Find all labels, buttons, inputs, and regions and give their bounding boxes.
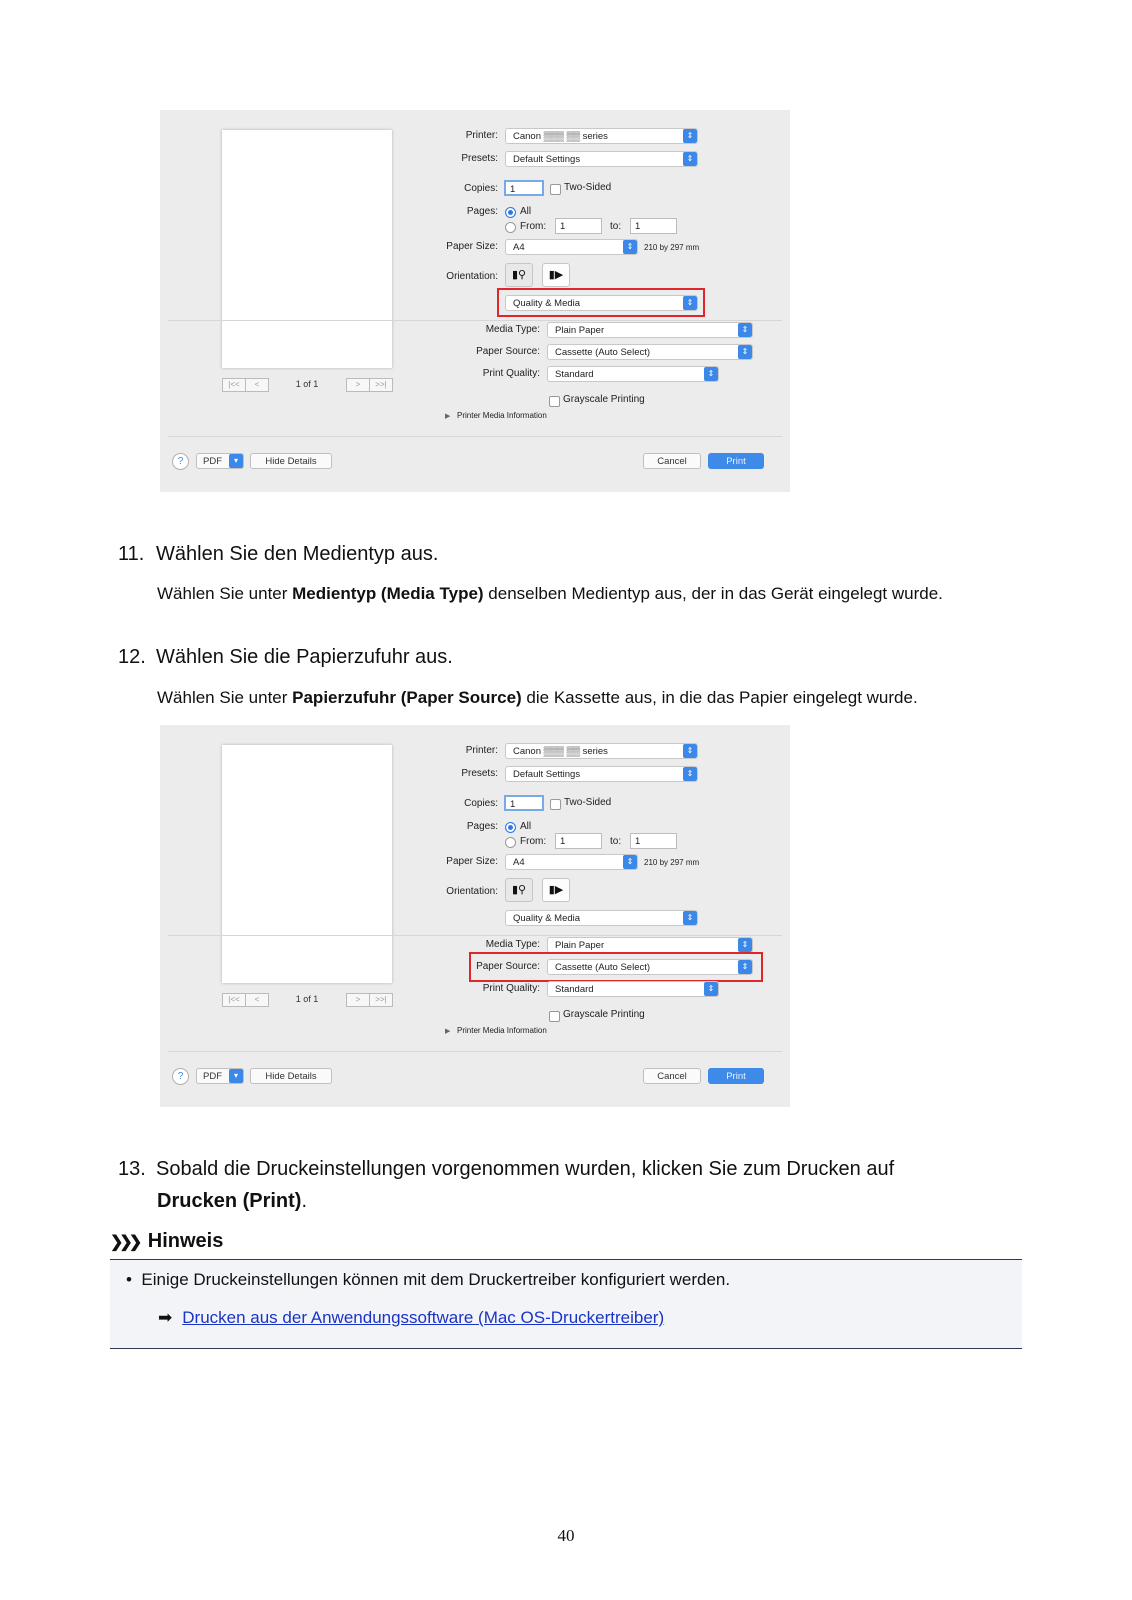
cancel-button[interactable]: Cancel — [643, 453, 701, 469]
chevron-updown-icon: ⇕ — [623, 855, 637, 869]
portrait-icon[interactable]: ▮⚲ — [505, 263, 533, 287]
page-preview — [222, 745, 392, 983]
prev-page-button[interactable]: < — [245, 378, 269, 392]
paper-source-select[interactable]: Cassette (Auto Select) ⇕ — [547, 959, 753, 975]
panel-select[interactable]: Quality & Media ⇕ — [505, 910, 698, 926]
paper-size-dimensions: 210 by 297 mm — [644, 243, 700, 252]
divider — [168, 320, 782, 321]
chevron-updown-icon: ⇕ — [683, 767, 697, 781]
presets-select[interactable]: Default Settings ⇕ — [505, 151, 698, 167]
grayscale-checkbox[interactable] — [549, 1011, 560, 1022]
printer-select[interactable]: Canon ▒▒▒ ▒▒ series ⇕ — [505, 743, 698, 759]
presets-label: Presets: — [461, 768, 498, 779]
print-button[interactable]: Print — [708, 1068, 764, 1084]
divider — [168, 935, 782, 936]
media-type-label: Media Type: — [485, 939, 540, 950]
media-info-label[interactable]: Printer Media Information — [457, 411, 547, 420]
next-page-button[interactable]: > — [346, 993, 370, 1007]
copies-label: Copies: — [464, 183, 498, 194]
presets-select[interactable]: Default Settings ⇕ — [505, 766, 698, 782]
highlight-paper-source — [469, 952, 763, 982]
paper-size-label: Paper Size: — [446, 856, 498, 867]
chevron-down-icon: ▾ — [229, 1069, 243, 1083]
highlight-panel-select — [497, 288, 705, 317]
step-12-heading: 12. Wählen Sie die Papierzufuhr aus. — [118, 646, 453, 668]
media-info-label[interactable]: Printer Media Information — [457, 1026, 547, 1035]
printer-label: Printer: — [465, 745, 498, 756]
triple-chevron-icon: ❯❯❯ — [110, 1234, 139, 1251]
hide-details-button[interactable]: Hide Details — [250, 1068, 332, 1084]
pages-all-label: All — [520, 206, 532, 217]
pages-all-radio[interactable] — [505, 207, 516, 218]
step-11-description: Wählen Sie unter Medientyp (Media Type) denselben Medientyp aus, der in das Gerät eingelegt wurde. — [157, 584, 943, 603]
page-count: 1 of 1 — [295, 379, 319, 389]
pdf-button[interactable]: PDF ▾ — [196, 1068, 244, 1084]
driver-link[interactable]: Drucken aus der Anwendungssoftware (Mac OS-Druckertreiber) — [182, 1308, 665, 1327]
copies-input[interactable]: 1 — [504, 795, 544, 811]
note-link-row — [158, 1308, 664, 1328]
two-sided-label: Two-Sided — [564, 182, 612, 193]
pages-from-label: From: — [520, 221, 547, 232]
panel-select[interactable]: Quality & Media ⇕ — [505, 295, 698, 311]
pages-from-radio[interactable] — [505, 222, 516, 233]
chevron-updown-icon: ⇕ — [738, 938, 752, 952]
to-input[interactable]: 1 — [630, 218, 677, 234]
chevron-down-icon: ▾ — [229, 454, 243, 468]
from-input[interactable]: 1 — [555, 833, 602, 849]
print-quality-label: Print Quality: — [482, 983, 540, 994]
grayscale-checkbox[interactable] — [549, 396, 560, 407]
media-type-select[interactable]: Plain Paper ⇕ — [547, 937, 753, 953]
preview-pager — [222, 993, 392, 1007]
step-12-description: Wählen Sie unter Papierzufuhr (Paper Source) die Kassette aus, in die das Papier eingelegt wurde. — [157, 688, 918, 707]
print-quality-label: Print Quality: — [482, 368, 540, 379]
paper-size-select[interactable]: A4 ⇕ — [505, 854, 638, 870]
divider — [168, 436, 782, 437]
chevron-updown-icon: ⇕ — [683, 129, 697, 143]
to-label: to: — [610, 836, 622, 847]
copies-input[interactable]: 1 — [504, 180, 544, 196]
first-page-button[interactable]: |<< — [222, 993, 246, 1007]
print-quality-select[interactable]: Standard ⇕ — [547, 366, 719, 382]
pages-label: Pages: — [466, 206, 498, 217]
two-sided-checkbox[interactable] — [550, 184, 561, 195]
presets-label: Presets: — [461, 153, 498, 164]
orientation-label: Orientation: — [446, 886, 498, 897]
chevron-updown-icon: ⇕ — [683, 152, 697, 166]
divider — [168, 1051, 782, 1052]
chevron-updown-icon: ⇕ — [683, 296, 697, 310]
to-label: to: — [610, 221, 622, 232]
grayscale-label: Grayscale Printing — [563, 1009, 645, 1020]
prev-page-button[interactable]: < — [245, 993, 269, 1007]
from-input[interactable]: 1 — [555, 218, 602, 234]
paper-source-label: Paper Source: — [476, 346, 540, 357]
landscape-icon[interactable]: ▮▶ — [542, 878, 570, 902]
pages-from-label: From: — [520, 836, 547, 847]
print-dialog-screenshot-2 — [160, 725, 790, 1107]
help-icon[interactable]: ? — [172, 453, 189, 470]
chevron-updown-icon: ⇕ — [704, 367, 718, 381]
chevron-updown-icon: ⇕ — [683, 911, 697, 925]
chevron-updown-icon: ⇕ — [683, 744, 697, 758]
two-sided-checkbox[interactable] — [550, 799, 561, 810]
print-dialog-screenshot-1 — [160, 110, 790, 492]
cancel-button[interactable]: Cancel — [643, 1068, 701, 1084]
grayscale-label: Grayscale Printing — [563, 394, 645, 405]
printer-select[interactable]: Canon ▒▒▒ ▒▒ series ⇕ — [505, 128, 698, 144]
pages-from-radio[interactable] — [505, 837, 516, 848]
chevron-updown-icon: ⇕ — [623, 240, 637, 254]
hide-details-button[interactable]: Hide Details — [250, 453, 332, 469]
disclosure-triangle-icon[interactable]: ▶ — [445, 413, 451, 420]
page-number: 40 — [557, 1526, 575, 1545]
chevron-updown-icon: ⇕ — [738, 960, 752, 974]
to-input[interactable]: 1 — [630, 833, 677, 849]
paper-source-select[interactable]: Cassette (Auto Select) ⇕ — [547, 344, 753, 360]
paper-source-label: Paper Source: — [476, 961, 540, 972]
last-page-button[interactable]: >>| — [369, 378, 393, 392]
next-page-button[interactable]: > — [346, 378, 370, 392]
paper-size-select[interactable]: A4 ⇕ — [505, 239, 638, 255]
step-13-heading: 13. Sobald die Druckeinstellungen vorgenommen wurden, klicken Sie zum Drucken auf — [118, 1158, 895, 1180]
pages-label: Pages: — [466, 821, 498, 832]
print-quality-select[interactable]: Standard ⇕ — [547, 981, 719, 997]
portrait-icon[interactable]: ▮⚲ — [505, 878, 533, 902]
page-count: 1 of 1 — [295, 994, 319, 1004]
note-box — [110, 1259, 1022, 1349]
step-13-heading-cont: Drucken (Print). — [157, 1190, 308, 1212]
help-icon[interactable]: ? — [172, 1068, 189, 1085]
media-type-select[interactable]: Plain Paper ⇕ — [547, 322, 753, 338]
chevron-updown-icon: ⇕ — [738, 345, 752, 359]
page-preview — [222, 130, 392, 368]
print-button[interactable]: Print — [708, 453, 764, 469]
paper-size-dimensions: 210 by 297 mm — [644, 858, 700, 867]
last-page-button[interactable]: >>| — [369, 993, 393, 1007]
printer-label: Printer: — [465, 130, 498, 141]
disclosure-triangle-icon[interactable]: ▶ — [445, 1028, 451, 1035]
paper-size-label: Paper Size: — [446, 241, 498, 252]
preview-pager — [222, 378, 392, 392]
landscape-icon[interactable]: ▮▶ — [542, 263, 570, 287]
chevron-updown-icon: ⇕ — [704, 982, 718, 996]
orientation-label: Orientation: — [446, 271, 498, 282]
arrow-right-icon: ➡ — [158, 1308, 173, 1327]
media-type-label: Media Type: — [485, 324, 540, 335]
step-11-heading: 11. Wählen Sie den Medientyp aus. — [118, 543, 439, 565]
two-sided-label: Two-Sided — [564, 797, 612, 808]
copies-label: Copies: — [464, 798, 498, 809]
pages-all-label: All — [520, 821, 532, 832]
note-item: • Einige Druckeinstellungen können mit dem Druckertreiber konfiguriert werden. — [126, 1270, 731, 1289]
pdf-button[interactable]: PDF ▾ — [196, 453, 244, 469]
pages-all-radio[interactable] — [505, 822, 516, 833]
first-page-button[interactable]: |<< — [222, 378, 246, 392]
note-heading: ❯❯❯ Hinweis — [110, 1230, 224, 1252]
chevron-updown-icon: ⇕ — [738, 323, 752, 337]
